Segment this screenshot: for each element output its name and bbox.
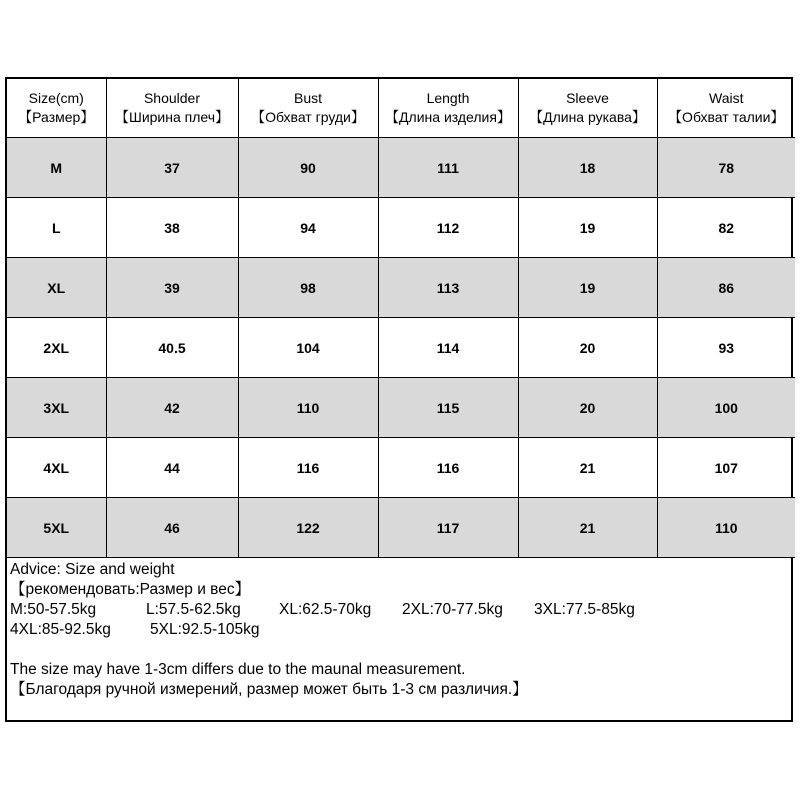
- shoulder-cell: 46: [106, 498, 238, 558]
- advice-text: Advice: Size and weight: [10, 561, 175, 578]
- table-row: [7, 498, 795, 558]
- weight-item: L:57.5-62.5kg: [146, 601, 241, 618]
- waist-cell: 100: [657, 378, 795, 438]
- header-bust: Bust 【Обхват груди】: [238, 79, 378, 138]
- sleeve-cell: 21: [518, 498, 657, 558]
- header-sleeve: Sleeve 【Длина рукава】: [518, 79, 657, 138]
- table-header-row: [7, 79, 795, 138]
- weight-item: XL:62.5-70kg: [279, 601, 372, 618]
- shoulder-cell: 37: [106, 138, 238, 198]
- bust-cell: 94: [238, 198, 378, 258]
- shoulder-cell: 44: [106, 438, 238, 498]
- length-cell: 111: [378, 138, 518, 198]
- length-cell: 113: [378, 258, 518, 318]
- waist-cell: 110: [657, 498, 795, 558]
- notes-section: [7, 558, 791, 700]
- weight-item: 2XL:70-77.5kg: [402, 601, 503, 618]
- bust-cell: 122: [238, 498, 378, 558]
- header-waist: Waist 【Обхват талии】: [657, 79, 795, 138]
- weight-list: [10, 620, 791, 640]
- header-size: Size(cm) 【Размер】: [7, 79, 106, 138]
- sleeve-cell: 20: [518, 318, 657, 378]
- bust-cell: 116: [238, 438, 378, 498]
- weight-list: [10, 600, 791, 620]
- waist-cell: 78: [657, 138, 795, 198]
- table-row: [7, 378, 795, 438]
- bust-cell: 90: [238, 138, 378, 198]
- weight-item: 3XL:77.5-85kg: [534, 601, 635, 618]
- sleeve-cell: 20: [518, 378, 657, 438]
- size-cell: 2XL: [7, 318, 106, 378]
- sleeve-cell: 18: [518, 138, 657, 198]
- disclaimer-text: The size may have 1-3cm differs due to the maunal measurement.: [10, 661, 466, 678]
- table-row: [7, 318, 795, 378]
- weight-item: 5XL:92.5-105kg: [150, 621, 260, 638]
- weight-item: 4XL:85-92.5kg: [10, 621, 111, 638]
- weight-item: M:50-57.5kg: [10, 601, 97, 618]
- sleeve-cell: 19: [518, 258, 657, 318]
- length-cell: 117: [378, 498, 518, 558]
- size-cell: XL: [7, 258, 106, 318]
- size-table: [7, 79, 795, 558]
- size-cell: M: [7, 138, 106, 198]
- shoulder-cell: 38: [106, 198, 238, 258]
- table-row: [7, 258, 795, 318]
- length-cell: 112: [378, 198, 518, 258]
- size-cell: 5XL: [7, 498, 106, 558]
- shoulder-cell: 42: [106, 378, 238, 438]
- size-cell: L: [7, 198, 106, 258]
- header-shoulder: Shoulder 【Ширина плеч】: [106, 79, 238, 138]
- length-cell: 114: [378, 318, 518, 378]
- bust-cell: 98: [238, 258, 378, 318]
- shoulder-cell: 40.5: [106, 318, 238, 378]
- waist-cell: 86: [657, 258, 795, 318]
- header-length: Length 【Длина изделия】: [378, 79, 518, 138]
- length-cell: 116: [378, 438, 518, 498]
- sleeve-cell: 21: [518, 438, 657, 498]
- shoulder-cell: 39: [106, 258, 238, 318]
- table-row: [7, 198, 795, 258]
- bust-cell: 110: [238, 378, 378, 438]
- disclaimer-text-ru: 【Благодаря ручной измерений, размер может быть 1-3 см различия.】: [10, 681, 528, 698]
- waist-cell: 107: [657, 438, 795, 498]
- size-cell: 3XL: [7, 378, 106, 438]
- table-row: [7, 438, 795, 498]
- length-cell: 115: [378, 378, 518, 438]
- advice-text-ru: 【рекомендовать:Размер и вес】: [10, 581, 251, 598]
- size-cell: 4XL: [7, 438, 106, 498]
- waist-cell: 82: [657, 198, 795, 258]
- table-row: [7, 138, 795, 198]
- bust-cell: 104: [238, 318, 378, 378]
- size-chart: [5, 77, 793, 722]
- waist-cell: 93: [657, 318, 795, 378]
- sleeve-cell: 19: [518, 198, 657, 258]
